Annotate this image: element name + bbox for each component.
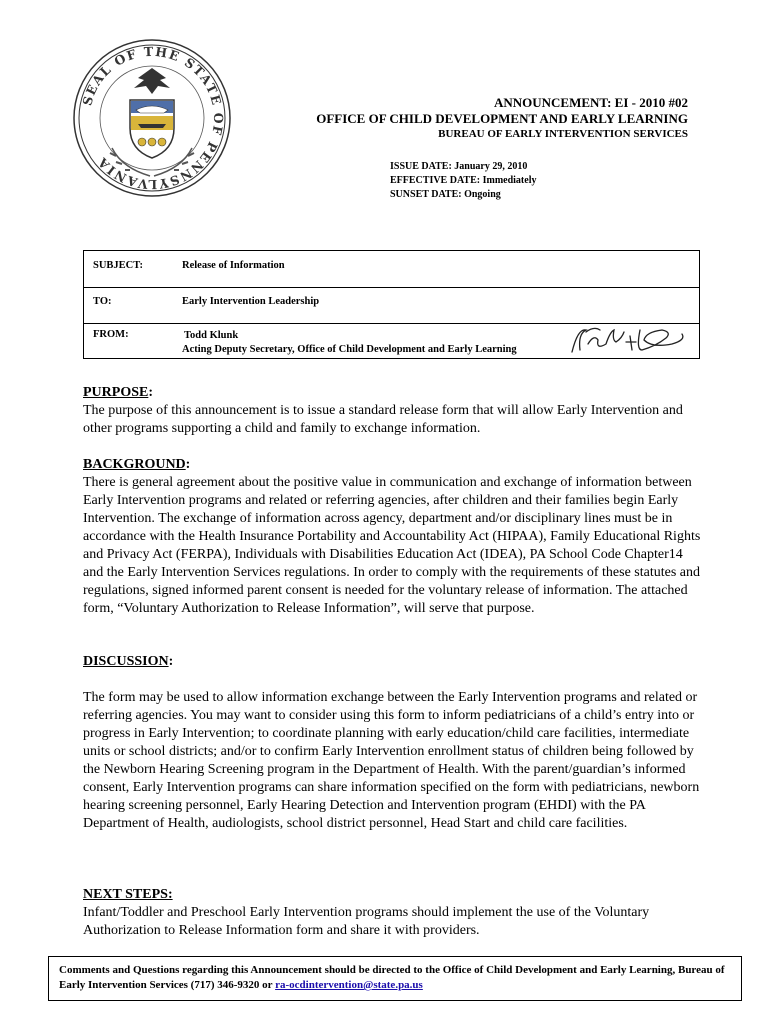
state-seal-logo	[72, 38, 232, 198]
effective-date: EFFECTIVE DATE: Immediately	[390, 175, 537, 186]
next-steps-heading	[83, 886, 703, 904]
announcement-title: ANNOUNCEMENT: EI - 2010 #02	[493, 95, 688, 110]
office-name: OFFICE OF CHILD DEVELOPMENT AND EARLY LEARNING	[316, 111, 688, 126]
to-value: Early Intervention Leadership	[182, 296, 320, 307]
signature-image	[568, 322, 693, 358]
contact-footer	[48, 956, 742, 1001]
background-heading-text: BACKGROUND	[83, 457, 186, 472]
subject-value: Release of Information	[182, 260, 285, 271]
footer-text: Comments and Questions regarding this Announcement should be directed to the Office of Child Development and Early Learning, Bureau of Early Intervention Services (717) 346-9320 or	[59, 964, 725, 991]
issue-date: ISSUE DATE: January 29, 2010	[390, 161, 528, 172]
discussion-paragraph: The form may be used to allow information exchange between the Early Intervention programs and related or referring agencies. You may want to consider using this form to inform pediatricians of a child’s entry into or progress in Early Intervention; to coordinate planning with early education/child care facilities, intermediate units or school districts; and/or to confirm Early Intervention enrollment status of children being followed by the Newborn Hearing Screening program in the Department of Health. With the parent/guardian’s informed consent, Early Intervention programs can share information specified on the form with pediatricians, newborn hearing screening personnel, Early Hearing Detection and Intervention program (EHDI) with the PA Department of Health, audiologists, school district personnel, Head Start and child care facilities.	[83, 690, 700, 831]
sunset-date: SUNSET DATE: Ongoing	[390, 189, 501, 200]
from-title: Acting Deputy Secretary, Office of Child Development and Early Learning	[182, 344, 517, 355]
subject-row	[84, 251, 699, 288]
svg-text:SEAL OF THE STATE OF PENNSYLVA: SEAL OF THE STATE OF PENNSYLVANIA	[79, 43, 227, 193]
next-steps-heading-text: NEXT STEPS:	[83, 887, 173, 902]
contact-email-link[interactable]: ra-ocdintervention@state.pa.us	[275, 979, 423, 991]
purpose-paragraph: The purpose of this announcement is to issue a standard release form that will allow Early Intervention and other programs supporting a child and family to exchange information.	[83, 403, 683, 436]
subject-label: SUBJECT:	[93, 260, 143, 271]
background-heading: BACKGROUND:	[83, 457, 191, 472]
from-label: FROM:	[93, 329, 129, 340]
to-row	[84, 287, 699, 324]
purpose-heading: PURPOSE:	[83, 385, 154, 400]
to-label: TO:	[93, 296, 112, 307]
bureau-name: BUREAU OF EARLY INTERVENTION SERVICES	[438, 128, 688, 140]
date-block	[390, 160, 536, 202]
purpose-heading-text: PURPOSE	[83, 385, 149, 400]
next-steps-paragraph: Infant/Toddler and Preschool Early Intervention programs should implement the use of the Voluntary Authorization to Release Information form and share it with providers.	[83, 905, 650, 938]
background-paragraph: There is general agreement about the positive value in communication and exchange of information between Early Intervention programs and related or referring agencies, after children and their families begin Early Intervention. The exchange of information across agency, department and/or disciplinary lines must be in accordance with the Health Insurance Portability and Accountability Act (HIPAA), Family Educational Rights and Privacy Act (FERPA), Individuals with Disabilities Education Act (IDEA), PA School Code Chapter14 and the Early Intervention Services regulations. In order to comply with the requirements of these statutes and regulations, signed informed parent consent is needed for the voluntary release of information. The attached form, “Voluntary Authorization to Release Information”, will serve that purpose.	[83, 475, 701, 616]
from-name: Todd Klunk	[184, 330, 239, 341]
discussion-heading: DISCUSSION:	[83, 654, 174, 669]
discussion-heading-text: DISCUSSION	[83, 654, 169, 669]
from-value	[182, 329, 517, 357]
